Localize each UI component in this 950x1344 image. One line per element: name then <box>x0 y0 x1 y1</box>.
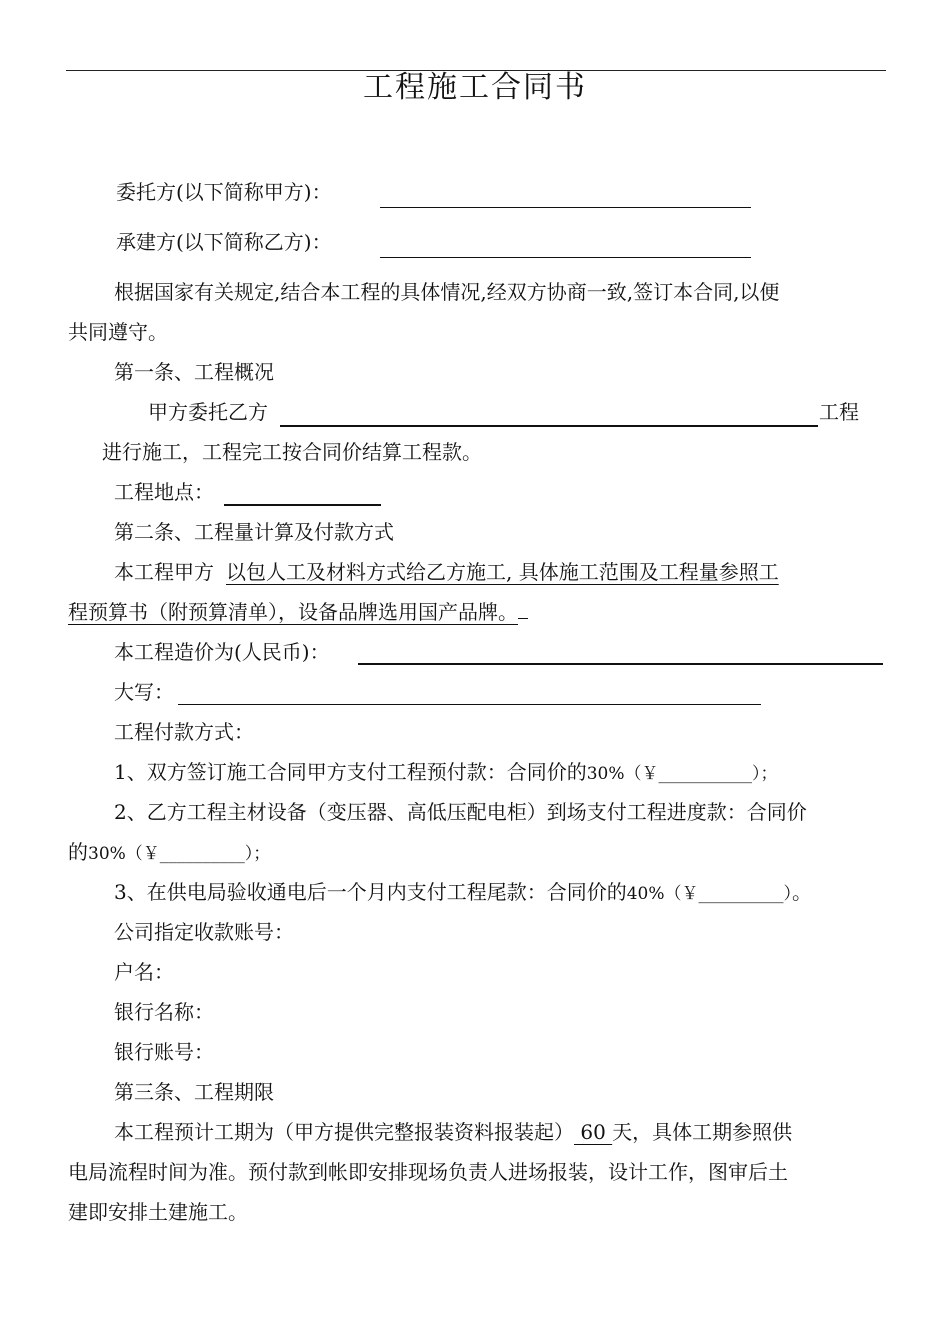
project-suffix-text: 工程 <box>819 400 859 424</box>
party-b-field[interactable] <box>380 257 751 258</box>
scope-text-2: 程预算书（附预算清单），设备品牌选用国产品牌。 <box>68 600 518 624</box>
period-days: 60 <box>574 1120 613 1144</box>
period-line-3: 建即安排土建施工。 <box>68 1200 248 1224</box>
payment-2-line-2 <box>68 839 270 867</box>
price-field[interactable] <box>358 663 883 665</box>
payment-method-label: 工程付款方式： <box>114 720 254 744</box>
scope-lead <box>114 559 779 585</box>
scope-line-2 <box>68 599 528 625</box>
site-field[interactable] <box>224 504 381 506</box>
payment-3-amount: 40%（￥__________） <box>626 884 793 904</box>
period-text-a: 本工程预计工期为（甲方提供完整报装资料报装起） <box>114 1120 574 1144</box>
bank-account-label: 银行账号： <box>114 1040 214 1064</box>
period-line-2: 电局流程时间为准。预付款到帐即安排现场负责人进场报装，设计工作，图审后土 <box>68 1160 788 1184</box>
party-b-label: 承建方(以下简称乙方)： <box>116 230 332 254</box>
article-2-heading: 第二条、工程量计算及付款方式 <box>114 520 394 544</box>
payment-3-end: 。 <box>792 880 813 904</box>
period-text-b: 天，具体工期参照供 <box>612 1120 793 1144</box>
party-a-label: 委托方(以下简称甲方)： <box>116 180 332 204</box>
project-name-field[interactable] <box>280 425 818 427</box>
scope-text-1: 以包人工及材料方式给乙方施工, 具体施工范围及工程量参照工 <box>226 560 779 584</box>
project-lead-text: 甲方委托乙方 <box>148 400 268 424</box>
account-heading: 公司指定收款账号： <box>114 920 294 944</box>
article-3-heading: 第三条、工程期限 <box>114 1080 274 1104</box>
capital-label: 大写： <box>114 680 174 704</box>
preamble-line-1: 根据国家有关规定,结合本工程的具体情况,经双方协商一致,签订本合同,以便 <box>114 280 780 304</box>
article-1-heading: 第一条、工程概况 <box>114 360 274 384</box>
bank-name-label: 银行名称： <box>114 1000 214 1024</box>
payment-1 <box>114 759 778 787</box>
party-a-field[interactable] <box>380 207 751 208</box>
payment-3-text: 3、在供电局验收通电后一个月内支付工程尾款：合同价的 <box>114 880 627 904</box>
payment-1-text: 1、双方签订施工合同甲方支付工程预付款：合同价的 <box>114 760 587 784</box>
site-label: 工程地点： <box>114 480 214 504</box>
payment-2-amount: 30%（￥__________）； <box>88 844 271 864</box>
capital-field[interactable] <box>178 704 761 705</box>
price-label: 本工程造价为(人民币)： <box>114 640 330 664</box>
payment-2-text: 的 <box>68 840 88 864</box>
payment-3 <box>114 879 812 907</box>
payment-2-line-1: 2、乙方工程主材设备（变压器、高低压配电柜）到场支付工程进度款：合同价 <box>114 800 807 824</box>
payment-1-amount: 30%（￥___________）； <box>586 764 778 784</box>
scope-lead-text: 本工程甲方 <box>114 560 214 584</box>
period-line-1 <box>114 1119 792 1145</box>
account-name-label: 户名： <box>114 960 174 984</box>
page-title: 工程施工合同书 <box>363 70 587 105</box>
preamble-line-2: 共同遵守。 <box>68 320 168 344</box>
article-1-line-2: 进行施工，工程完工按合同价结算工程款。 <box>102 440 482 464</box>
